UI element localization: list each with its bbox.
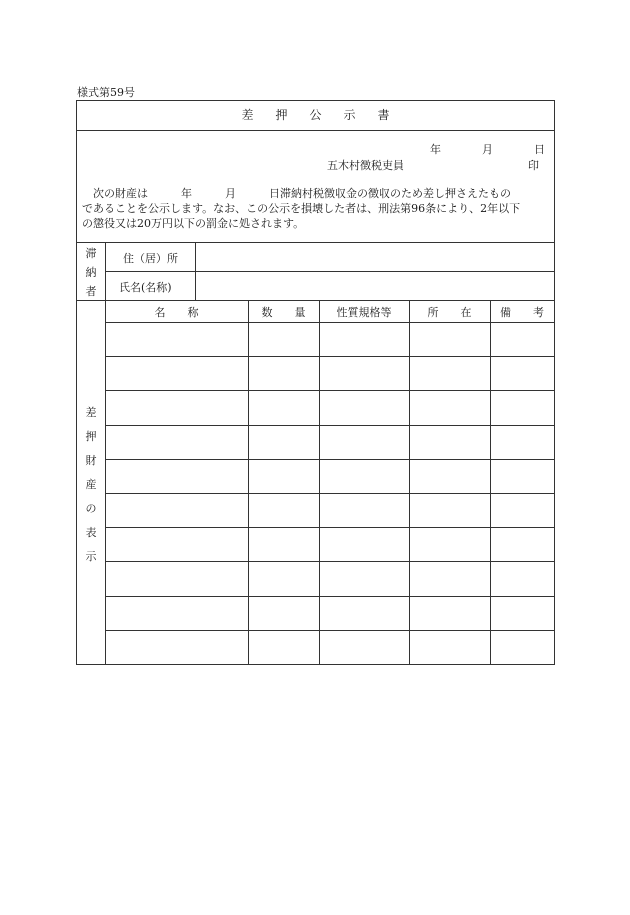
property-row-line bbox=[105, 425, 554, 426]
property-label: 差 押 財 産 の 表 示 bbox=[85, 406, 97, 563]
notice-text bbox=[82, 186, 552, 231]
address-label: 住（居）所 bbox=[123, 252, 178, 265]
property-row-line bbox=[105, 322, 554, 323]
form-title-row bbox=[77, 101, 554, 131]
col-header-location: 所 在 bbox=[427, 306, 472, 319]
property-label-divider bbox=[105, 300, 106, 664]
date-day: 日 bbox=[534, 143, 545, 156]
col-divider-3 bbox=[409, 300, 410, 664]
notice-line-1: 次の財産は 年 月 日滞納村税徴収金の徴収のため差し押さえたもの bbox=[93, 187, 511, 200]
property-row-line bbox=[105, 390, 554, 391]
section-divider bbox=[77, 242, 554, 243]
property-row-line bbox=[105, 630, 554, 631]
col-divider-4 bbox=[490, 300, 491, 664]
col-header-remarks: 備 考 bbox=[500, 306, 544, 319]
form-title: 差押公示書 bbox=[241, 108, 412, 122]
notice-line-3: の懲役又は20万円以下の罰金に処されます。 bbox=[82, 217, 305, 230]
name-label: 氏名(名称) bbox=[119, 281, 172, 294]
seal-mark: 印 bbox=[528, 159, 539, 172]
property-row-line bbox=[105, 459, 554, 460]
seizure-notice-form bbox=[76, 100, 555, 665]
col-header-properties: 性質規格等 bbox=[336, 306, 392, 319]
delinquent-label: 滞 納 者 bbox=[85, 247, 97, 298]
date-month: 月 bbox=[482, 143, 493, 156]
property-row-line bbox=[105, 527, 554, 528]
property-row-line bbox=[105, 561, 554, 562]
form-number: 様式第59号 bbox=[77, 86, 135, 99]
official-title: 五木村徴税吏員 bbox=[327, 159, 404, 172]
delinquent-row-divider bbox=[105, 271, 554, 272]
property-section-top bbox=[77, 300, 554, 301]
property-row-line bbox=[105, 596, 554, 597]
col-header-name: 名 称 bbox=[154, 306, 199, 319]
notice-line-2: であることを公示します。なお、この公示を損壊した者は、刑法第96条により、2年以下 bbox=[82, 202, 521, 215]
property-row-line bbox=[105, 493, 554, 494]
date-year: 年 bbox=[430, 143, 441, 156]
property-row-line bbox=[105, 356, 554, 357]
col-divider-1 bbox=[248, 300, 249, 664]
col-divider-2 bbox=[319, 300, 320, 664]
col-header-quantity: 数 量 bbox=[261, 306, 306, 319]
